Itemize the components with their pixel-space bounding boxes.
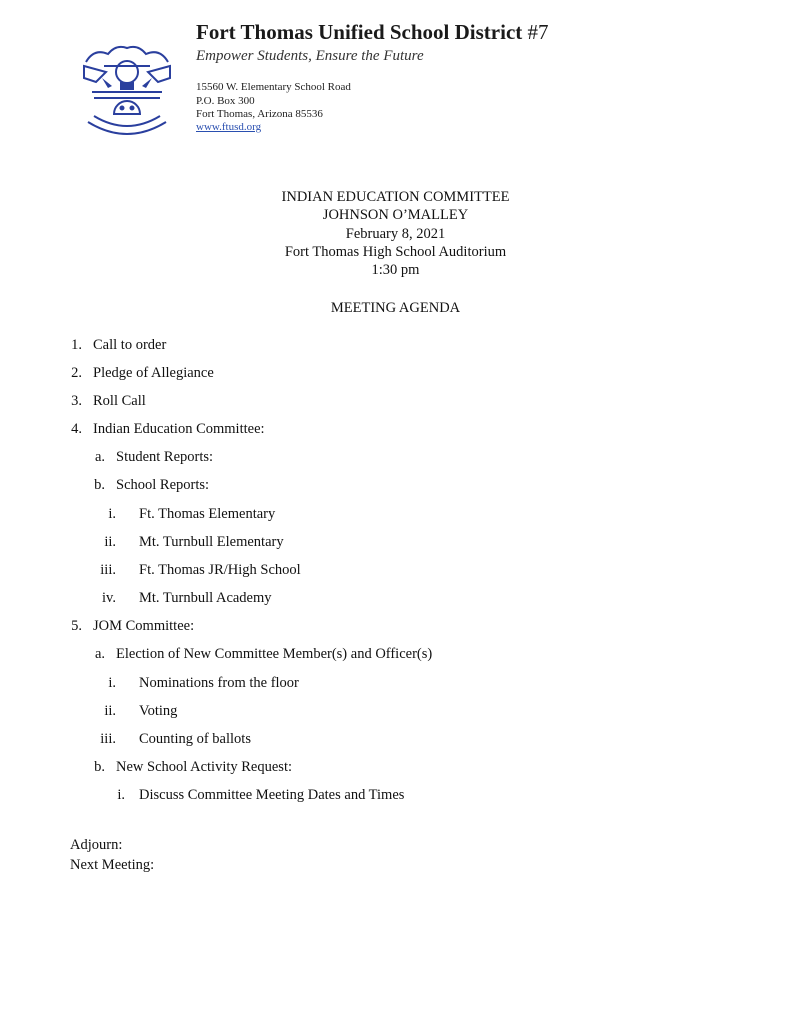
agenda-item-meeting-dates: Discuss Committee Meeting Dates and Times — [139, 787, 405, 803]
agenda-item-call-to-order: Call to order — [93, 337, 167, 353]
meeting-time: 1:30 pm — [371, 262, 420, 278]
agenda-item-school-reports: School Reports: — [116, 477, 210, 493]
district-number: #7 — [527, 20, 549, 44]
agenda-title: MEETING AGENDA — [330, 300, 461, 316]
list-marker: 2. — [71, 365, 82, 381]
list-marker: a. — [94, 449, 105, 465]
list-marker: ii. — [104, 703, 116, 719]
agenda-item-mt-turnbull-elementary: Mt. Turnbull Elementary — [139, 534, 284, 550]
district-seal-logo — [74, 42, 180, 142]
website-link[interactable]: www.ftusd.org — [196, 121, 262, 133]
adjourn-label: Adjourn: — [70, 837, 123, 853]
list-marker: i. — [108, 675, 116, 691]
agenda-item-new-school-activity: New School Activity Request: — [116, 759, 292, 775]
agenda-item-indian-education-committee: Indian Education Committee: — [93, 421, 265, 437]
list-marker: 4. — [71, 421, 82, 437]
address-street: 15560 W. Elementary School Road — [196, 81, 351, 93]
district-name: Fort Thomas Unified School District #7 — [196, 20, 549, 44]
agenda-item-nominations: Nominations from the floor — [139, 675, 299, 691]
list-marker: 1. — [71, 337, 82, 353]
list-marker: 3. — [71, 393, 82, 409]
list-marker: i. — [117, 787, 125, 803]
agenda-item-jom-committee: JOM Committee: — [93, 618, 195, 634]
list-marker: ii. — [104, 534, 116, 550]
committee-subtitle: JOHNSON O’MALLEY — [322, 207, 469, 223]
address-po-box: P.O. Box 300 — [196, 95, 255, 107]
agenda-item-roll-call: Roll Call — [93, 393, 146, 409]
list-marker: iv. — [102, 590, 116, 606]
list-marker: b. — [94, 759, 105, 775]
agenda-item-mt-turnbull-academy: Mt. Turnbull Academy — [139, 590, 272, 606]
list-marker: a. — [94, 646, 105, 662]
list-marker: iii. — [100, 731, 116, 747]
list-marker: b. — [94, 477, 105, 493]
meeting-date: February 8, 2021 — [345, 226, 446, 242]
agenda-item-student-reports: Student Reports: — [116, 449, 214, 465]
list-marker: i. — [108, 506, 116, 522]
meeting-location: Fort Thomas High School Auditorium — [284, 244, 507, 260]
agenda-item-ft-thomas-jr-high: Ft. Thomas JR/High School — [139, 562, 301, 578]
address-city: Fort Thomas, Arizona 85536 — [196, 108, 323, 120]
agenda-item-election: Election of New Committee Member(s) and Officer(s) — [116, 646, 433, 662]
agenda-item-voting: Voting — [139, 703, 178, 719]
committee-title: INDIAN EDUCATION COMMITTEE — [281, 189, 510, 205]
agenda-item-ft-thomas-elementary: Ft. Thomas Elementary — [139, 506, 276, 522]
district-tagline: Empower Students, Ensure the Future — [196, 48, 424, 64]
list-marker: 5. — [71, 618, 82, 634]
agenda-item-pledge: Pledge of Allegiance — [93, 365, 214, 381]
list-marker: iii. — [100, 562, 116, 578]
agenda-item-counting-ballots: Counting of ballots — [139, 731, 251, 747]
next-meeting-label: Next Meeting: — [70, 857, 155, 873]
